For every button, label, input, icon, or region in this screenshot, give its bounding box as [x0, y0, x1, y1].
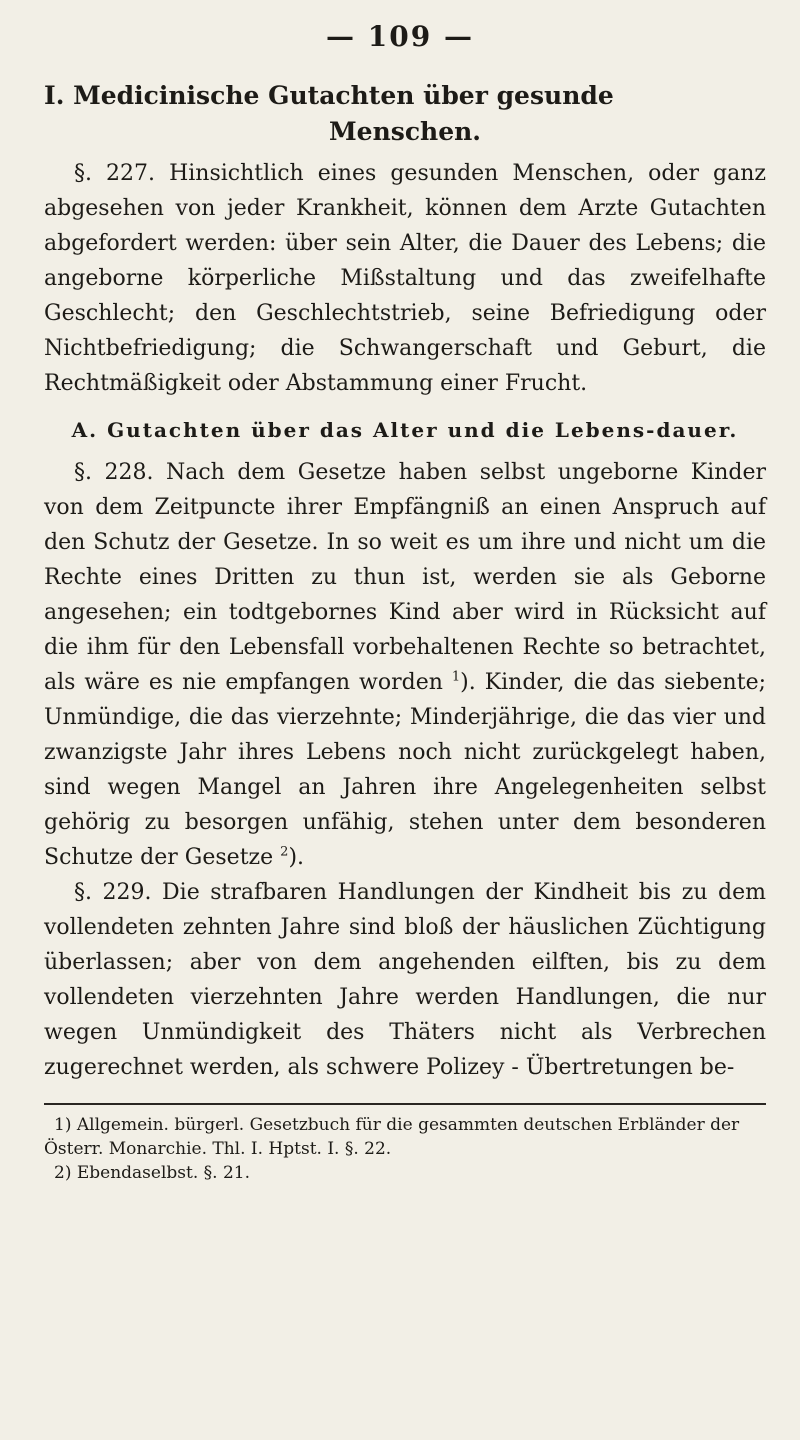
footnote-2: 2) Ebendaselbst. §. 21.: [54, 1163, 250, 1183]
footnote-ref-2: 2: [280, 844, 289, 860]
page-content: [44, 78, 766, 1185]
chapter-heading-line-2: Menschen.: [328, 117, 481, 146]
paragraph-229: §. 229. Die strafbaren Handlungen der Kindheit bis zu dem vollendeten zehnten Jahre sind bloß der häuslichen Züchtigung überlassen; aber von dem angehenden eilften, bis zu dem vollendeten vierzehnten Jahre werden Handlungen, die nur wegen Unmündigkeit des Thäters nicht als Verbrechen zugerechnet werden, als schwere Polizey - Übertretungen be-: [44, 880, 766, 1080]
chapter-heading-line-1: I. Medicinische Gutachten über gesunde: [44, 81, 614, 110]
footnote-ref-1: 1: [451, 669, 461, 685]
paragraph-227: §. 227. Hinsichtlich eines gesunden Menschen, oder ganz abgesehen von jeder Krankheit, können dem Arzte Gutachten abgefordert werden: über sein Alter, die Dauer des Lebens; die angeborne körperliche Mißstaltung und das zweifelhafte Geschlecht; den Geschlechtstrieb, seine Befriedigung oder Nichtbefriedigung; die Schwangerschaft und Geburt, die Rechtmäßigkeit oder Abstammung einer Frucht.: [44, 161, 766, 396]
paragraph-228: [44, 455, 766, 875]
footnote-divider: [44, 1103, 766, 1105]
section-heading-a: A. Gutachten über das Alter und die Lebens-dauer.: [71, 418, 739, 442]
page-number: — 109 —: [326, 20, 474, 53]
footnote-1: 1) Allgemein. bürgerl. Gesetzbuch für die gesammten deutschen Erbländer der Österr. Monarchie. Thl. I. Hptst. I. §. 22.: [44, 1115, 740, 1159]
chapter-heading: [44, 78, 766, 150]
paragraph-228-text-b: ). Kinder, die das siebente; Unmündige, die das vierzehnte; Minderjährige, die das vier und zwanzigste Jahr ihres Lebens noch nicht zurückgelegt haben, sind wegen Mangel an Jahren ihre Angelegenheiten selbst gehörig zu besorgen unfähig, stehen unter dem besonderen Schutze der Gesetze: [44, 670, 767, 870]
paragraph-228-text: §. 228. Nach dem Gesetze haben selbst ungeborne Kinder von dem Zeitpuncte ihrer Empfängniß an einen Anspruch auf den Schutz der Gesetze. In so weit es um ihre und nicht um die Rechte eines Dritten zu thun ist, werden sie als Geborne angesehen; ein todtgebornes Kind aber wird in Rücksicht auf die ihm für den Lebensfall vorbehaltenen Rechte so betrachtet, als wäre es nie empfangen worden: [44, 460, 766, 695]
paragraph-228-text-c: ).: [288, 845, 305, 870]
